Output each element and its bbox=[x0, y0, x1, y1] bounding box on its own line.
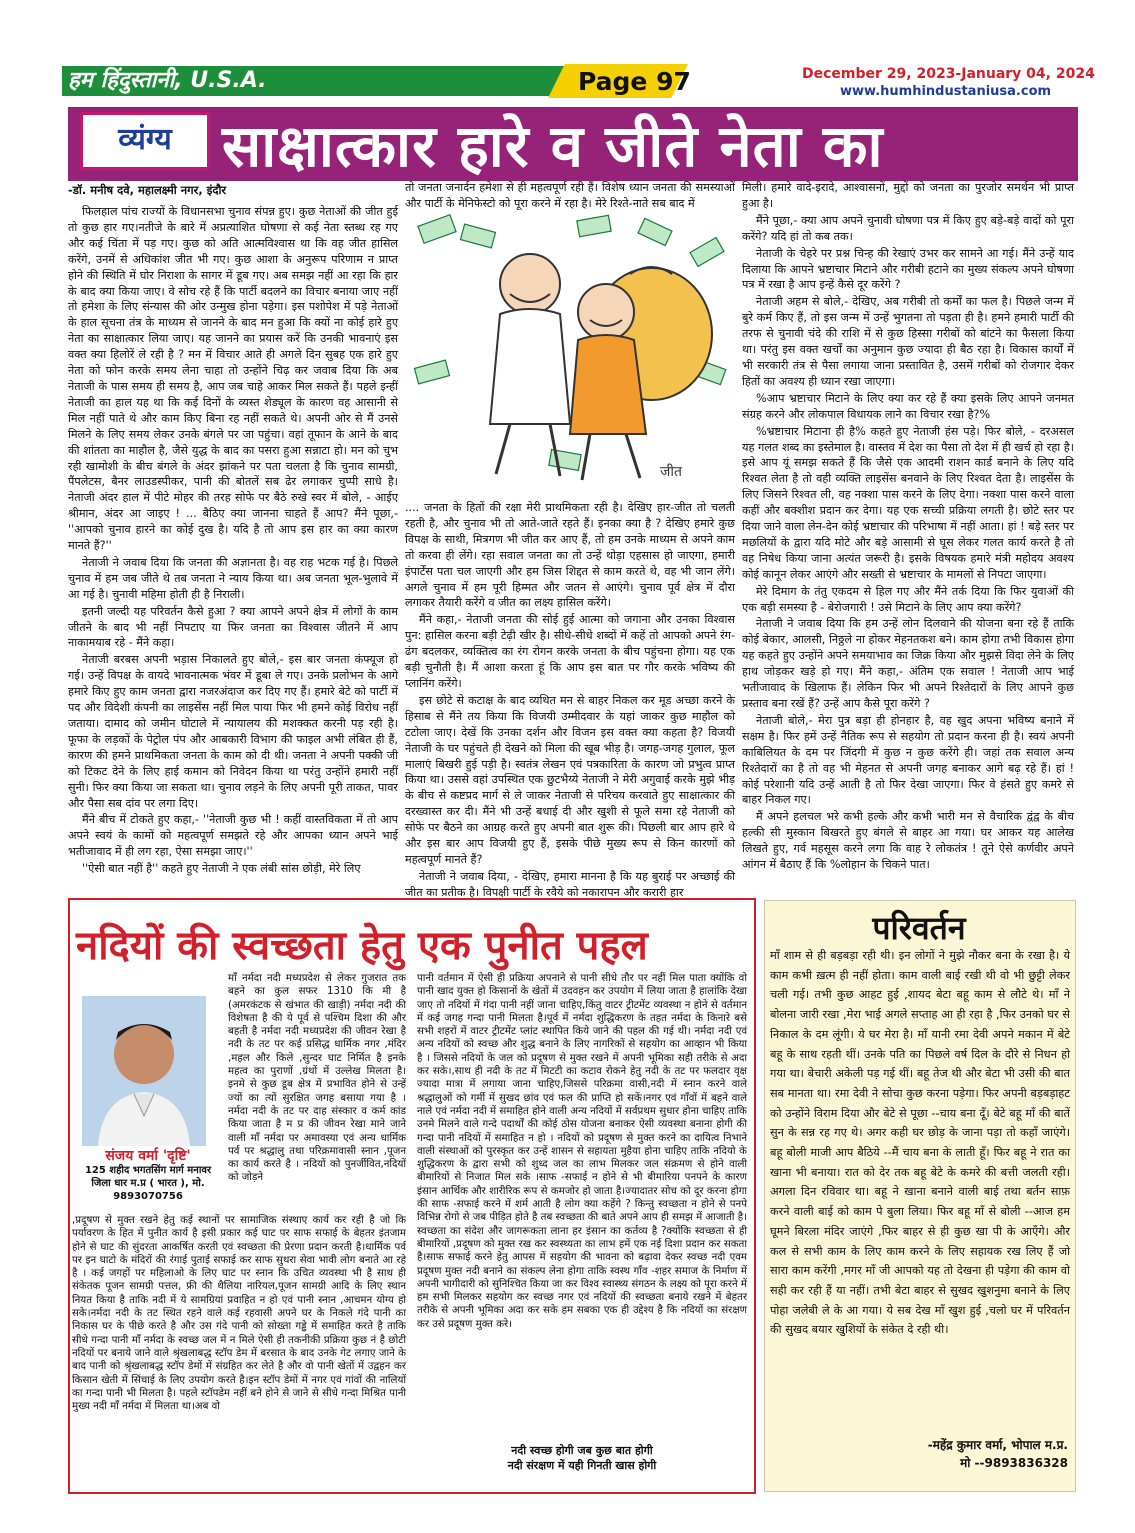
politician-face bbox=[500, 254, 560, 314]
paragraph: ''ऐसी बात नहीं है'' कहते हुए नेताजी ने एक लंबी सांस छोड़ी, मेरे लिए bbox=[82, 862, 361, 876]
author-name: संजय वर्मा 'दृष्टि' bbox=[105, 1148, 191, 1164]
river-article-title: नदियों की स्वच्छता हेतु एक पुनीत पहल bbox=[76, 923, 648, 969]
paragraph: मैंने बीच में टोकते हुए कहा,- ''नेताजी कुछ भी ! कहीं वास्तविकता में तो आप अपने स्वयं के कामों को महत्वपूर्ण समझते रहे और आपका ध्यान अपने भाई भतीजावाद में ही लग रहा, ऐसा समझा जाए।'' bbox=[68, 813, 398, 859]
paragraph: नेताजी के चेहरे पर प्रश्न चिन्ह की रेखाएं उभर कर सामने आ गई। मैंने उन्हें याद दिलाया कि आपने भ्रष्टाचार मिटाने और गरीबी हटाने का मुख्य संकल्प अपने घोषणा पत्र में रखा है आप इन्हें कैसे दूर करेंगे ? bbox=[742, 246, 1074, 292]
article-column-2 bbox=[405, 500, 735, 899]
website-link[interactable]: www.humhindustaniusa.com bbox=[840, 84, 1052, 99]
paragraph: मेरे दिमाग के तंतु एकदम से हिल गए और मैंने तर्क दिया कि फिर युवाओं की एक बड़ी समस्या है - बेरोजगारी ! उसे मिटाने के लिए आप क्या करेंगे? bbox=[742, 584, 1074, 614]
author-photo bbox=[82, 996, 206, 1146]
article-title: साक्षात्कार हारे व जीते नेता का bbox=[222, 112, 884, 180]
paragraph: नेताजी ने जवाब दिया, - देखिए, हमारा मानना है कि यह बुराई पर अच्छाई की जीत का प्रतीक है। विपक्षी पार्टी के रवैये को नकारापन और करारी हार bbox=[405, 869, 735, 899]
paragraph: नेताजी ने जवाब दिया कि जनता की अज्ञानता है। वह राह भटक गई है। पिछले चुनाव में हम जब जीते थे तब जनता ने न्याय किया था। अब जनता भूल-भुलावे में आ गई है। चुनावी महिमा होती ही है निराली। bbox=[68, 555, 398, 601]
paragraph: .... जनता के हितों की रक्षा मेरी प्राथमिकता रही है। देखिए हार-जीत तो चलती रहती है, और चुनाव भी तो आते-जाते रहते हैं। इनका क्या है ? देखिए हमारे कुछ विपक्ष के साथी, मित्रगण भी जीत कर आए हैं, तो हम उनके माध्यम से अपने काम तो करवा ही लेंगे। रहा सवाल जनता का तो उन्हें थोड़ा एहसास हो जाएगा, हमारी इंपार्टेंस पता चल जाएगी और हम जिस शिद्दत से काम करते थे, वह भी जान लेंगे। अगले चुनाव में हम पूरी हिम्मत और जतन से आएंगे। चुनाव पूर्व क्षेत्र में दौरा लगाकर तैयारी करेंगे व जीत का लक्ष्य हासिल करेंगे। bbox=[405, 501, 735, 610]
slogan-line: नदी स्वच्छ होगी जब कुछ बात होगी bbox=[511, 1444, 653, 1457]
category-tag: व्यंग्य bbox=[118, 122, 172, 157]
article-column-3 bbox=[742, 180, 1074, 892]
river-article-column-1a: माँ नर्मदा नदी मध्यप्रदेश से लेकर गुजरात तक बहने का कुल सफर 1310 कि मी है (अमरकंटक से खंभात की खाड़ी) नर्मदा नदी की विशेषता है की ये पूर्व से पश्चिम दिशा की और बहती है नर्मदा नदी मध्यप्रदेश की जीवन रेखा है नदी के तट पर कई प्रसिद्ध धार्मिक नगर ,मंदिर ,महल और किले ,सुन्दर घाट निर्मित है इनके महत्व का पुराणों ,ग्रंथों में उल्लेख मिलता है। इनमे से कुछ डूब क्षेत्र में प्रभावित होने से उन्हें ज्यों का त्यों सुरक्षित जगह बसाया गया है । नर्मदा नदी के तट पर दाह संस्कार व कर्म कांड किया जाता है म प्र की जीवन रेखा माने जाने वाली माँ नर्मदा पर अमावस्या एवं अन्य धार्मिक पर्व पर श्रद्धालु तथा परिक्रमावासी स्नान ,पूजन का कार्य करते है । नदियों को पुनर्जीवित,नदियों को जोड़ने bbox=[228, 973, 406, 1184]
paragraph: %भ्रष्टाचार मिटाना ही है% कहते हुए नेताजी हंस पड़े। फिर बोले, - दरअसल यह गलत शब्द का इस्तेमाल है। वास्तव में देश का पैसा तो देश में ही खर्च हो रहा है। इसे आप यूं समझ सकते हैं कि जैसे एक आदमी राशन कार्ड बनाने के लिए यदि रिश्वत लेता है तो वही व्यक्ति लाइसेंस बनवाने के लिए रिश्वत देता है। लाइसेंस के लिए जिसने रिश्वत ली, वह नक्शा पास करने के लिए देगा। नक्शा पास करने वाला कहीं और बक्शीश प्रदान कर देगा। यह एक सच्ची प्रक्रिया लगती है। छोटे स्तर पर दिया जाने वाला लेन-देन कोई भ्रष्टाचार की परिभाषा में नहीं आता। हां ! बड़े स्तर पर मछलियों के द्वारा यदि मोटे और बड़े आसामी से घूस लेकर गलत कार्य करते है तो वह निषेध किया जाना अत्यंत जरूरी है। इसके विषयक हमारे मंत्री महोदय अवश्य कोई कानून लेकर आएंगे और सख्ती से भ्रष्टाचार के मामलों से निपटा जाएगा। bbox=[742, 424, 1074, 581]
paragraph: मैंने पूछा,- क्या आप अपने चुनावी घोषणा पत्र में किए हुए बड़े-बड़े वादों को पूरा करेंगे? यदि हां तो कब तक। bbox=[742, 213, 1074, 243]
river-article-slogan bbox=[417, 1443, 747, 1473]
paragraph: इतनी जल्दी यह परिवर्तन कैसे हुआ ? क्या आपने अपने क्षेत्र में लोगों के काम जीतने के बाद भी नहीं निपटाए या फिर जनता का विश्वास जीतने में आप नाकामयाब रहे - मैंने कहा। bbox=[68, 604, 398, 650]
publication-name: हम हिंदुस्तानी, U.S.A. bbox=[68, 68, 267, 93]
paragraph: नेताजी अहम से बोले,- देखिए, अब गरीबी तो कर्मों का फल है। पिछले जन्म में बुरे कर्म किए हैं, तो इस जन्म में उन्हें भुगतना तो पड़ता ही है। हमने हमारी पार्टी की तरफ से चुनावी चंदे की राशि में से कुछ हिस्सा गरीबों को बांटने का फैसला किया था। परंतु इस वक्त खर्चों का अनुमान कुछ ज्यादा ही बैठ रहा है। विकास कार्यों में भी सरकारी तंत्र से पैसा लगाया जाना प्रस्तावित है, उसमें गरीबों को रोजगार देकर हितों का अवश्य ही ध्यान रखा जाएगा। bbox=[742, 295, 1074, 388]
slogan-line: नदी संरक्षण में यही गिनती खास होगी bbox=[507, 1459, 657, 1472]
paragraph: फिलहाल पांच राज्यों के विधानसभा चुनाव संपन्न हुए। कुछ नेताओं की जीत हुई तो कुछ हार गए।नतीजे के बारे में अप्रत्याशित घोषणा से कई नेता स्तब्ध रह गए और कई चिंता में पड़ गए। कुछ को अति आत्मविश्वास था कि वह जीत हासिल करेंगे, उनमें से अधिकांश जीत भी गए। कुछ आशा के अनुरूप परिणाम न प्राप्त होने की स्थिति में घोर निराशा के सागर में डूब गए। अब समझ नहीं आ रहा कि हार के बाद क्या किया जाए। वे सोच रहे हैं कि पार्टी बदलने का विचार बनाया जाए नहीं तो हमेशा के लिए संन्यास की ओर उन्मुख होना पड़ेगा। इस पशोपेश में पड़े नेताओं के हाल सूचना तंत्र के माध्यम से जानने के बाद मन हुआ कि क्यों ना कोई हारे हुए नेता का साक्षात्कार लिया जाए। यह जानने का प्रयास करें कि उनकी भावनाएं इस वक्त क्या हिलोरें ले रही है ? मन में विचार आते ही अगले दिन सुबह एक हारे हुए नेता को फोन करके समय लेना चाहा तो उन्होंने चिढ़ कर जवाब दिया कि अब नेताजी के पास समय ही समय है, आप जब चाहे आकर मिल सकते हैं। पहले इन्हीं नेताजी का हाल यह था कि कई दिनों के व्यस्त शेड्यूल के कारण वह आसानी से मिल नहीं पाते थे और काम किए बिना रह नहीं सकते थे। अपनी ओर से मैं उनसे मिलने के लिए समय लेकर उनके बंगले पर जा पहुंचा। वहां तूफान के आने के बाद की शांतता का माहौल है, जैसे युद्ध के बाद का पसरा हुआ सन्नाटा हो। मन को चुभ रही खामोशी के बीच बंगले के अंदर झांकने पर पता चलता है कि चुनाव सामग्री, पैंपलेटस, बैनर लाउडस्पीकर, पानी की बोतलें सब ढेर लगाकर चुप्पी साधे है। नेताजी अंदर हाल में पीटे मोहर की तरह सोफे पर बैठे रुखे स्वर में बोले, - आईए श्रीमान, अंदर आ जाइए ! ... बैठिए क्या जानना चाहते हैं आप? मैंने पूछा,- ''आपको चुनाव हारने का कोई दुख है। यदि है तो आप इस हार का क्या कारण मानते हैं?'' bbox=[68, 205, 398, 553]
article-column-2-top bbox=[405, 180, 735, 214]
story-title: परिवर्तन bbox=[872, 909, 966, 947]
politician-face bbox=[578, 284, 634, 340]
political-cartoon-image bbox=[410, 214, 734, 492]
author-address: 125 शहीद भगतसिंग मार्ग मनावर जिला धार म.प्र ( भारत ), मो. 9893070756 bbox=[84, 1165, 212, 1202]
cartoonist-signature: जीत bbox=[660, 464, 682, 480]
paragraph: नेताजी बरबस अपनी भड़ास निकालते हुए बोले,- इस बार जनता कंफ्यूज हो गई। उन्हें विपक्ष के वायदे भावनात्मक भंवर में डूबा ले गए। उनके प्रलोभन के आगे हमारे किए हुए काम जनता द्वारा नजरअंदाज कर दिए गए हैं। हमारे बेटे को पार्टी में पद और विदेशी कंपनी का लाइसेंस नहीं मिल पाया फिर भी हमने कोई विरोध नहीं जताया। दामाद को जमीन घोटाले में न्यायालय की मशक्कत करनी पड़ रही है। फूफा के लड़कों के पेट्रोल पंप और आबकारी विभाग की फाइल अभी लंबित ही हैं, कारण की हमने प्राथमिकता जनता के काम को दी थी। जनता ने अपनी पक्की जी को टिकट देने के लिए हाई कमान को निवेदन किया था परंतु उन्होंने हमारी नहीं सुनी। फिर क्या किया जा सकता था। चुनाव लड़ने के लिए अपनी पूरी ताकत, पावर और पैसा सब दांव पर लगा दिए। bbox=[68, 653, 398, 810]
paragraph: मिली। हमारे वादे-इरादे, आश्वासनों, मुद्दों को जनता का पुरजोर समर्थन भी प्राप्त हुआ है। bbox=[742, 181, 1074, 210]
paragraph: नेताजी ने जवाब दिया कि हम उन्हें लोन दिलवाने की योजना बना रहे हैं ताकि कोई बेकार, आलसी, निठ्ठले ना होकर मेहनतकश बने। काम होगा तभी विकास होगा यह कहते हुए उन्होंने अपने समयाभाव का जिक्र किया और मुझसे विदा लेने के लिए हाथ जोड़कर खड़े हो गए। मैंने कहा,- अंतिम एक सवाल ! नेताजी आप भाई भतीजावाद के खिलाफ हैं। लेकिन फिर भी अपने रिश्तेदारों के लिए आपने कुछ प्रस्ताव बना रखें हैं? उन्हें आप कैसे पूरा करेंगे ? bbox=[742, 617, 1074, 710]
paragraph: इस छोटे से कटाक्ष के बाद व्यथित मन से बाहर निकल कर मूड अच्छा करने के हिसाब से मैंने तय किया कि विजयी उम्मीदवार के यहां जाकर कुछ माहौल को टटोला जाए। देखें कि उनका दर्शन और विजन इस वक्त क्या कहता है? विजयी नेताजी के घर पहुंचते ही देखने को मिला की खूब भीड़ है। जगह-जगह गुलाल, फूल मालाएं बिखरी हुई पड़ी है। स्वतंत्र लेखन एवं पत्रकारिता के कारण जो प्रभुत्व प्राप्त किया था। उससे वहां उपस्थित एक छुटभैय्ये नेताजी ने मेरी अगुवाई करके मुझे भीड़ के बीच से कष्टप्रद मार्ग से ले जाकर नेताजी से परिचय करवाते हुए साक्षात्कार की दरख्वास्त कर दी। मैंने भी उन्हें बधाई दी और खुशी से फूले समा रहे नेताजी को सोफे पर बैठने का आग्रह करते हुए अपनी बात शुरू की। पिछली बार आप हारे थे और इस बार आप विजयी हुए हैं, इसके पीछे मुख्य रूप से किन कारणों को महत्वपूर्ण मानते हैं? bbox=[405, 693, 735, 866]
story-text: माँ शाम से ही बड़बड़ा रही थी। इन लोगों ने मुझे नौकर बना के रखा है। ये काम कभी ख़त्म ही नहीं होता। काम वाली बाई रखी थी वो भी छुट्टी लेकर चली गई। तभी कुछ आहट हुई ,शायद बेटा बहू काम से लौटे थे। माँ ने बोलना जारी रखा ,मेरा भाई अगले सप्ताह आ ही रहा है ,फिर उनको घर से निकाल के दम लूंगी। ये घर मेरा है। माँ यानी रमा देवी अपने मकान में बेटे बहू के साथ रहती थीं। उनके पति का पिछले वर्ष दिल के दौरे से निधन हो गया था। बेचारी अकेली पड़ गई थीं। बहू तेज थी और बेटा भी उसी की बात सब मानता था। रमा देवी ने सोचा कुछ करना पड़ेगा। फिर अपनी बड़बड़ाहट को उन्होंने विराम दिया और बेटे से पूछा --चाय बना दूँ। बेटे बहू माँ की बातें सुन के सन्न रह गए थे। अगर कही घर छोड़ के जाना पड़ा तो कहाँ जाएंगे। बहू बोली माजी आप बैठिये --मैं चाय बना के लाती हूँ। फिर बहू ने रात का खाना भी बनाया। रात को देर तक बहू बेटे के कमरे की बत्ती जलती रही। अगला दिन रविवार था। बहू ने खाना बनाने वाली बाई तथा बर्तन साफ़ करने वाली बाई को काम पे बुला लिया। फिर बहू माँ से बोली --आज हम घूमने बिरला मंदिर जाएंगे ,फिर बाहर से ही कुछ खा पी के आएँगे। और कल से सभी काम के लिए काम करने के लिए सहायक रख लिए हैं जो सारा काम करेंगी ,मगर माँ जी आपको यह तो देखना ही पड़ेगा की काम वो सही कर रही हैं या नहीं। तभी बेटा बाहर से सुखद खुशनुमा बनाने के लिए पोहा जलेबी ले के आ गया। ये सब देख माँ खुश हुई ,चलो घर में परिवर्तन की सुखद बयार खुशियों के संकेत दे रही थी। bbox=[770, 949, 1070, 1337]
issue-date: December 29, 2023-January 04, 2024 bbox=[802, 66, 1095, 82]
article-column-1 bbox=[68, 204, 398, 892]
paragraph: मैंने कहा,- नेताजी जनता की सोई हुई आत्मा को जगाना और उनका विश्वास पुन: हासिल करना बड़ी टेढ़ी खीर है। सीधे-सीधे शब्दों में कहें तो आपको अपने रंग-ढंग बदलकर, व्यक्तित्व का रंग रोगन करके जनता के बीच पहुंचना होगा। यह एक बड़ी चुनौती है। मैं आशा करता हूं कि आप इस बात पर गौर करके भविष्य की प्लानिंग करेंगे। bbox=[405, 613, 735, 690]
paragraph: तो जनता जनार्दन हमेशा से ही महत्वपूर्ण रही हैं। विशेष ध्यान जनता की समस्याओं और पार्टी के मेनिफेस्टो को पूरा करने में रहा है। मेरे रिश्ते-नाते सब बाद में bbox=[405, 181, 735, 210]
story-author: -महेंद्र कुमार वर्मा, भोपाल म.प्र. bbox=[927, 1438, 1068, 1452]
river-article-column-1b: ,प्रदूषण से मुक्त रखने हेतु कई स्थानों पर सामाजिक संस्थाए कार्य कर रही है जो कि पर्यावरण के हित में पुनीत कार्य है इसी प्रकार कई घाट पर साफ सफाई के बेहतर इंतजाम होने से घाट की सुंदरता आकर्षित करती एवं स्वच्छता की प्रेरणा प्रदान करती है।धार्मिक पर्व पर इन घाटो के मंदिरों की रंगाई पुताई सफाई कर साफ सुथरा सेवा भावी लोग बनाते आ रहे है । कई जगहों पर महिलाओ के लिए घाट पर स्नान कि उचित व्यवस्था भी है साथ ही संकेतक पूजन सामग्री पत्तल, फ्री की थैलिया नारियल,पूजन सामग्री आदि के लिए स्थान नियत किया है ताकि नदी में ये सामग्रियां प्रवाहित न हो एवं पानी स्नान ,आचमन योग्य हो सके।नर्मदा नदी के तट स्थित रहने वाले कई रहवासी अपने घर के निकले गंदे पानी का निकास घर के पीछे करते है और उस गंदे पानी को सोख्ता गड्ढे में समाहित करते है ताकि सीधे गन्दा पानी माँ नर्मदा के स्वच्छ जल में न मिले ऐसी ही तकनीकी प्रक्रिया कुछ नं है छोटी नदियों पर बनाये जाने वाले श्रृंखलाबद्ध स्टॉप डेम में बरसात के बाद उनके गेट लगाए जाने के बाद पानी को श्रृंखलाबद्ध स्टॉप डेमों में संग्रहित कर लेते है और वो पानी खेतों में उद्वहन कर किसान खेती में सिंचाई के लिए उपयोग करते है।इन स्टॉप डेमों में नगर एवं गांवों की नालियों का गन्दा पानी भी मिलता है। पहले स्टॉपडेम नहीं बने होने से जाने से सीधे गन्दा मिश्रित पानी मुख्य नदी माँ नर्मदा में मिलता था।अब वो bbox=[72, 1215, 406, 1413]
story-author-phone: मो --9893836328 bbox=[960, 1456, 1068, 1470]
article-byline: -डॉ. मनीष दवे, महालक्ष्मी नगर, इंदौर bbox=[68, 183, 227, 197]
river-article-column-2: पानी वर्तमान में ऐसी ही प्रक्रिया अपनाने से पानी सीधे तौर पर नहीं मिल पाता क्योंकि वो पानी खाद युक्त हो किसानों के खेतों में उदवहन कर उपयोग में लिया जाता है हालांकि देखा जाए तो नदियों में गंदा पानी नहीं जाना चाहिए,किंतु वाटर ट्रीटमेंट व्यवस्था न होने से वर्तमान में कई जगह गन्दा पानी मिलता है।पूर्व में नर्मदा शुद्धिकरण के तहत नर्मदा के किनारे बसे सभी शहरों में वाटर ट्रीटमेंट प्लांट स्थापित किये जाने की पहल की गई थी। नर्मदा नदी एवं अन्य नदियों को स्वच्छ और शुद्ध बनाने के लिए नागरिकों से सहयोग का आव्हान भी किया है । जिससे नदियों के जल को प्रदूषण से मुक्त रखने में अपनी भूमिका सही तरीके से अदा कर सके।,साथ ही नदी के तट में मिटटी का कटाव रोकने हेतु नदी के तट पर फलदार वृक्ष ज्यादा मात्रा में लगाया जाना चाहिए,जिससे परिक्रमा वासी,नदी में स्नान करने वाले श्रद्धालुओं को गर्मी में सुखद छांव एवं फल की प्राप्ति हो सकें।नगर एवं गाँवों में बहने वाले नाले एवं नर्मदा नदी में समाहित होने वाली अन्य नदियों में सर्वप्रथम सुधार होना चाहिए ताकि उनमे मिलने वाले गन्दे पदार्थों की कोई ठोस योजना बनाकर ऐसी व्यवस्था बनाना होगी की गन्दा पानी नदियों में समाहित न हो । नदियों को प्रदूषण से मुक्त करने का दायित्व निभाने वाली संस्थाओं को पुरस्कृत कर उन्हें शासन से सहायता मुहैया होना चाहिए ताकि नदियो के शुद्धिकरण के द्वारा सभी को शुध्द जल का लाभ मिलकर जल संक्रमण से होने वाली बीमारियों से निजात मिल सके ।साफ -सफाई न होने से भी बीमारिया पनपने के कारण इंसान आर्थिक और शारीरिक रूप से कमजोर हो जाता है।ज्यादातर सोच को दूर करना होगा की साफ -सफाई करने में शर्म आती है लोग क्या कहेंगे ? किन्तु स्वच्छता न होने से पनपे विभिन्न रोगो से जब पीड़ित होते है तब स्वच्छता की बाते अपने आप ही समझ में आजाती है। स्वच्छता का संदेश और जागरूकता लाना हर इंसान का कर्तव्य है ?क्योंकि स्वच्छता से ही बीमारियों ,प्रदूषण को मुक्त रख कर स्वस्थ्यता का लाभ हमें एक नई दिशा प्रदान कर सकता है।साफ सफाई करने हेतु आपस में सहयोग की भावना को बढ़ावा देकर स्वच्छ नदी एवम प्रदूषण मुक्त नदी बनाने का संकल्प लेना होगा ताकि स्वस्थ गाँव -शहर समाज के निर्माण में अपनी भागीदारी को सुनिश्चित किया जा कर विश्व स्वास्थ्य संगठन के लक्ष्य को पूरा करने में हम सभी मिलकर सहयोग कर स्वच्छ नगर एवं नदियों की स्वच्छता बनाये रखने में बेहतर तरीके से अपनी भूमिका अदा कर सके हम सबका एक ही उद्देश्य है कि नदियों का संरक्षण कर उसे प्रदूषण मुक्त करे। bbox=[417, 973, 747, 1330]
paragraph: मैं अपने हलचल भरे कभी हल्के और कभी भारी मन से वैचारिक द्वंद्व के बीच हल्की सी मुस्कान बिखरते हुए बंगले से बाहर आ गया। घर आकर यह आलेख लिखते हुए, गर्व महसूस करने लगा कि वाह रे लोकतंत्र ! तूने ऐसे कर्णवीर अपने आंगन में बैठाए हैं कि %लोहान के चिकने पात। bbox=[742, 810, 1074, 872]
paragraph: %आप भ्रष्टाचार मिटाने के लिए क्या कर रहे हैं क्या इसके लिए आपने जनमत संग्रह करने और लोकपाल विधायक लाने का विचार रखा है?% bbox=[742, 391, 1074, 421]
paragraph: नेताजी बोले,- मेरा पुत्र बड़ा ही होनहार है, वह खुद अपना भविष्य बनाने में सक्षम है। फिर हमें उन्हें नैतिक रूप से सहयोग तो प्रदान करना ही है। स्वयं अपनी काबिलियत के दम पर जिंदगी में कुछ न कुछ करेंगे ही। जहां तक सवाल अन्य रिश्तेदारों का है तो वह भी मेहनत से अपनी जगह बनाकर आगे बढ़ रहे हैं। हां ! कोई परेशानी यदि उन्हें आती है तो फिर देखा जाएगा। फिर वे हंसते हुए कमरे से बाहर निकल गए। bbox=[742, 713, 1074, 807]
page-number: Page 97 bbox=[578, 67, 691, 96]
